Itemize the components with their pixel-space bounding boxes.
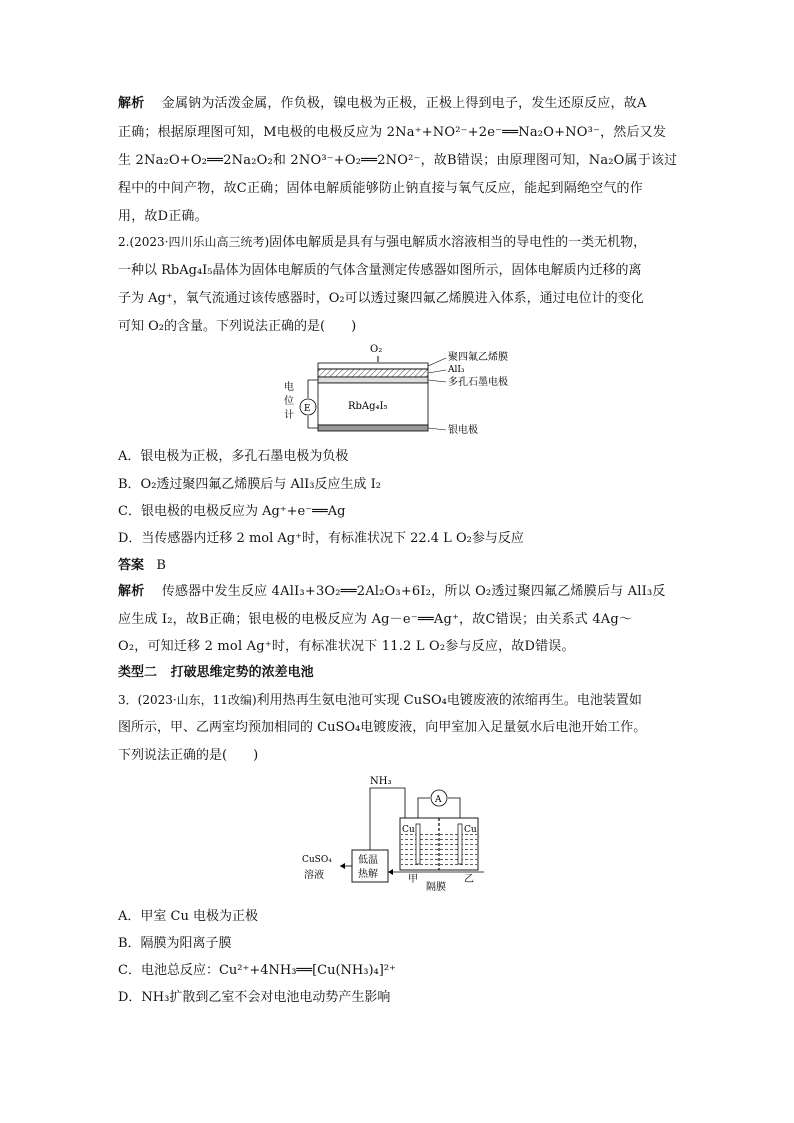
q2-line-1: 2.(2023·四川乐山高三统考)固体电解质是具有与强电解质水溶液相当的导电性的一类无机物，	[118, 235, 647, 250]
q3-line-2: 图所示，甲、乙两室均预加相同的 CuSO₄电镀废液，向甲室加入足量氨水后电池开始工作。	[118, 720, 647, 735]
section-label: 类型二	[118, 665, 158, 680]
q2-option-c: C．银电极的电极反应为 Ag⁺+e⁻══Ag	[118, 504, 346, 519]
q2-membrane-label: 聚四氟乙烯膜	[448, 352, 508, 363]
q2-meter-symbol: E	[304, 404, 311, 414]
q3-ammeter-label: A	[435, 795, 442, 805]
analysis1-line-3: 生 2Na₂O+O₂══2Na₂O₂和 2NO³⁻+O₂══2NO²⁻，故B错误；由原理图可知，Na₂O属于该过	[118, 153, 678, 168]
q2-electrolyte-label: RbAg₄I₅	[348, 401, 388, 412]
q3-yi-label: 乙	[464, 874, 474, 885]
q3-membrane-label: 隔膜	[426, 882, 446, 893]
analysis1-line-2: 正确；根据原理图可知，M电极的电极反应为 2Na⁺+NO²⁻+2e⁻══Na₂O+NO³⁻，然后又发	[118, 125, 667, 140]
q3-line-1: 3．(2023·山东，11改编)利用热再生氨电池可实现 CuSO₄电镀废液的浓缩再生。电池装置如	[118, 693, 642, 708]
cu-electrode-left	[416, 824, 420, 864]
q2-analysis-line-1: 解析 传感器中发生反应 4AlI₃+3O₂══2Al₂O₃+6I₂，所以 O₂透过聚四氟乙烯膜后与 AlI₃反	[118, 584, 666, 599]
q2-meter-label-1: 电	[284, 382, 294, 393]
q2-silver-label: 银电极	[448, 425, 478, 436]
q2-meter-label-3: 计	[284, 410, 294, 421]
cu-electrode-right	[458, 824, 462, 864]
q2-option-b: B．O₂透过聚四氟乙烯膜后与 AlI₃反应生成 I₂	[118, 477, 381, 492]
q2-line-3: 子为 Ag⁺，氧气流通过该传感器时，O₂可以透过聚四氟乙烯膜进入体系，通过电位计的变化	[118, 291, 644, 306]
q3-cu-left: Cu	[402, 825, 415, 835]
q3-cu-right: Cu	[464, 825, 477, 835]
q2-line-4: 可知 O₂的含量。下列说法正确的是( )	[118, 319, 357, 334]
section-heading	[118, 664, 314, 682]
q2-o2-label: O₂	[370, 344, 383, 355]
q2-answer: B	[156, 558, 166, 573]
q3-line-3: 下列说法正确的是( )	[118, 748, 259, 763]
ali3-layer	[318, 369, 428, 377]
q2-analysis-line-3: O₂，可知迁移 2 mol Ag⁺时，有标准状况下 11.2 L O₂参与反应，故D错误。	[118, 639, 575, 654]
q2-analysis-line-2: 应生成 I₂，故B正确；银电极的电极反应为 Ag－e⁻══Ag⁺，故C错误；由关系式 4Ag～	[118, 612, 633, 627]
q3-box-line1: 低温	[358, 855, 378, 866]
q3-cuso4-label: CuSO₄	[302, 855, 332, 865]
silver-electrode	[318, 425, 428, 431]
q2-ali3-label: AlI₃	[448, 365, 465, 375]
q2-option-d: D．当传感器内迁移 2 mol Ag⁺时，有标准状况下 22.4 L O₂参与反应	[118, 531, 524, 546]
q2-line-2: 一种以 RbAg₄I₅晶体为固体电解质的气体含量测定传感器如图所示，固体电解质内迁移的离	[118, 263, 642, 278]
q2-option-a: A．银电极为正极，多孔石墨电极为负极	[118, 449, 349, 464]
section-title: 打破思维定势的浓差电池	[170, 665, 314, 680]
analysis1-line-1: 解析 金属钠为活泼金属，作负极，镍电极为正极，正极上得到电子，发生还原反应，故A	[118, 96, 647, 111]
q3-option-c: C．电池总反应：Cu²⁺+4NH₃══[Cu(NH₃)₄]²⁺	[118, 963, 396, 978]
q3-source: 3．(2023·山东，11改编)	[118, 693, 257, 707]
analysis1-line-4: 程中的中间产物，故C正确；固体电解质能够防止钠直接与氧气反应，能起到隔绝空气的作	[118, 181, 643, 196]
q3-battery-diagram	[300, 772, 520, 894]
graphite-electrode	[318, 377, 428, 383]
analysis1-label: 解析	[118, 96, 145, 111]
q2-analysis-label: 解析	[118, 584, 145, 599]
q2-meter-label-2: 位	[284, 396, 294, 407]
q3-option-b: B．隔膜为阳离子膜	[118, 936, 232, 951]
q3-solution-label: 溶液	[304, 870, 324, 881]
q3-nh3-label: NH₃	[370, 776, 392, 787]
q2-answer-label: 答案	[118, 558, 145, 573]
q2-source: 2.(2023·四川乐山高三统考)	[118, 235, 270, 249]
analysis1-line-5: 用，故D正确。	[118, 209, 208, 224]
q2-sensor-diagram	[270, 340, 520, 440]
q3-option-d: D．NH₃扩散到乙室不会对电池电动势产生影响	[118, 990, 391, 1005]
q3-box-line2: 热解	[358, 869, 378, 880]
q2-graphite-label: 多孔石墨电极	[448, 377, 508, 388]
q3-jia-label: 甲	[408, 874, 418, 885]
q3-option-a: A．甲室 Cu 电极为正极	[118, 909, 258, 924]
ptfe-membrane	[318, 363, 428, 369]
q2-answer-line	[118, 557, 166, 575]
